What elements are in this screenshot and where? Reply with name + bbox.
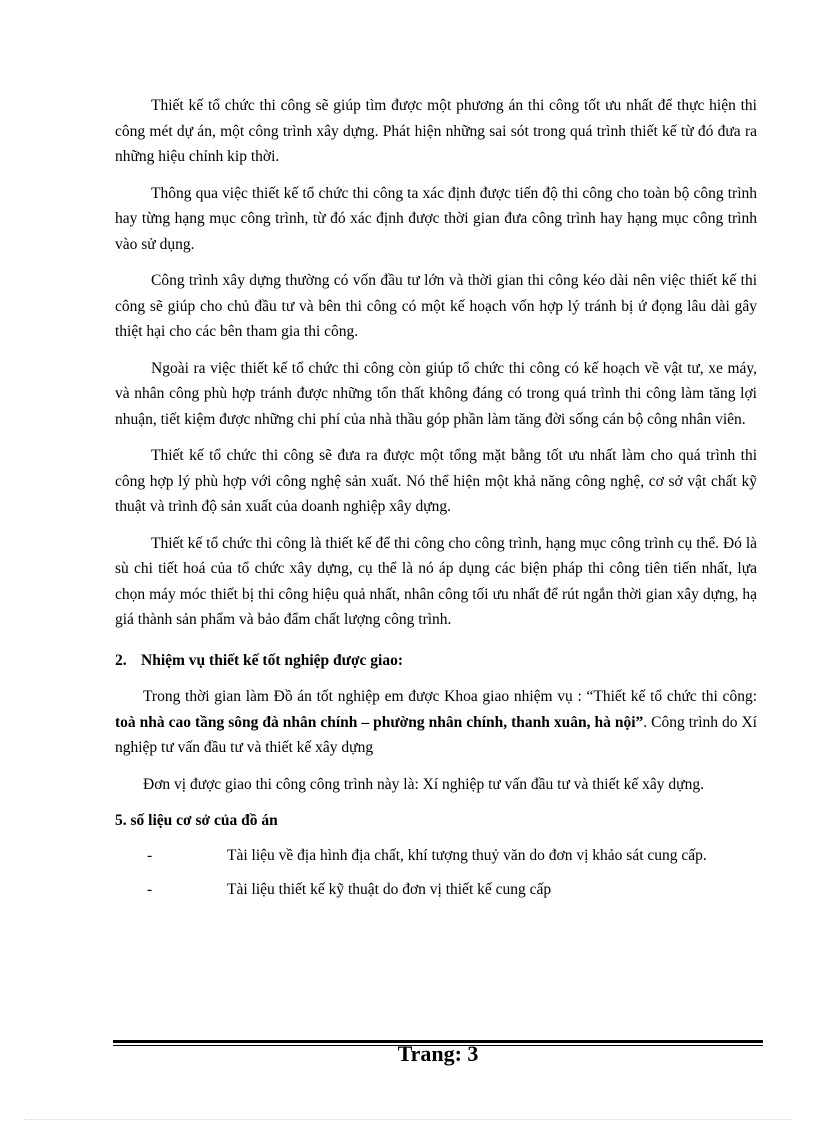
assignment-text-start: Trong thời gian làm Đồ án tốt nghiệp em được Khoa giao nhiệm vụ : “Thiết kế tổ chức thi công: [143,688,757,705]
list-item [115,877,757,903]
bullet-dash: - [147,846,153,864]
section-title: Nhiệm vụ thiết kế tốt nghiệp được giao: [141,651,404,669]
assignment-paragraph [115,684,757,761]
section-number: 2. [115,651,127,669]
page-number: Trang: 3 [397,1041,479,1066]
contractor-paragraph: Đơn vị được giao thi công công trình này là: Xí nghiệp tư vấn đầu tư và thiết kế xây dựng. [143,775,704,793]
list-item [115,843,757,869]
bullet-text: Tài liệu về địa hình địa chất, khí tượng thuỷ văn do đơn vị khảo sát cung cấp. [227,846,707,864]
paragraph: Thiết kế tổ chức thi công sẽ đưa ra được một tổng mặt bằng tốt ưu nhất làm cho quá trình thi công hợp lý phù hợp với công nghệ sản xuất. Nó thể hiện một khả năng công nghệ, cơ sở vật chất kỹ thuật và trình độ sản xuất của doanh nghiệp xây dựng. [115,447,757,515]
section-5-heading: 5. số liệu cơ sở của đồ án [115,812,278,829]
assignment-text-end: . Công trình do Xí nghiệp tư vấn đầu tư và thiết kế xây dựng [115,713,757,756]
paragraph: Ngoài ra việc thiết kế tổ chức thi công còn giúp tổ chức thi công có kế hoạch về vật tư, xe máy, và nhân công phù hợp tránh được những tổn thất không đáng có trong quá trình thi công làm tăng lợi nhuận, tiết kiệm được những chi phí của nhà thầu góp phần làm tăng đời sống cán bộ công nhân viên. [115,359,757,428]
bullet-dash: - [147,881,153,898]
paragraph: Thiết kế tổ chức thi công sẽ giúp tìm được một phương án thi công tốt ưu nhất để thực hiện thi công mét dự án, một công trình xây dựng. Phát hiện những sai sót trong quá trình thiết kế từ đó đưa ra những hiệu chỉnh kip thời. [115,97,757,165]
paragraph: Thông qua việc thiết kế tổ chức thi công ta xác định được tiến độ thi công cho toàn bộ công trình hay từng hạng mục công trình, từ đó xác định được thời gian đưa công trình hay hạng mục công trình vào sử dụng. [115,184,757,253]
bullet-text: Tài liệu thiết kế kỹ thuật do đơn vị thiết kế cung cấp [227,881,552,898]
paragraph: Công trình xây dựng thường có vốn đầu tư lớn và thời gian thi công kéo dài nên việc thiết kế thi công sẽ giúp cho chủ đầu tư và bên thi công có một kế hoạch vốn hợp lý tránh bị ứ đọng lâu dài gây thiệt hại cho các bên tham gia thi công. [115,272,757,340]
project-name: toà nhà cao tầng sông đà nhân chính – phường nhân chính, thanh xuân, hà nội” [115,713,644,731]
page-edge-divider [24,1119,792,1120]
section-2-heading [115,644,757,674]
paragraph: Thiết kế tổ chức thi công là thiết kế để thi công cho công trình, hạng mục công trình cụ thể. Đó là sù chi tiết hoá của tổ chức xây dựng, cụ thể là nó áp dụng các biện pháp thi công tiên tiến nhất, lựa chọn máy móc thiết bị thi công hiệu quả nhất, nhân công tối ưu nhất để rút ngắn thời gian xây dựng, hạ giá thành sản phẩm và bảo đẩm chất lượng công trình. [115,534,757,628]
page-content [115,93,757,912]
